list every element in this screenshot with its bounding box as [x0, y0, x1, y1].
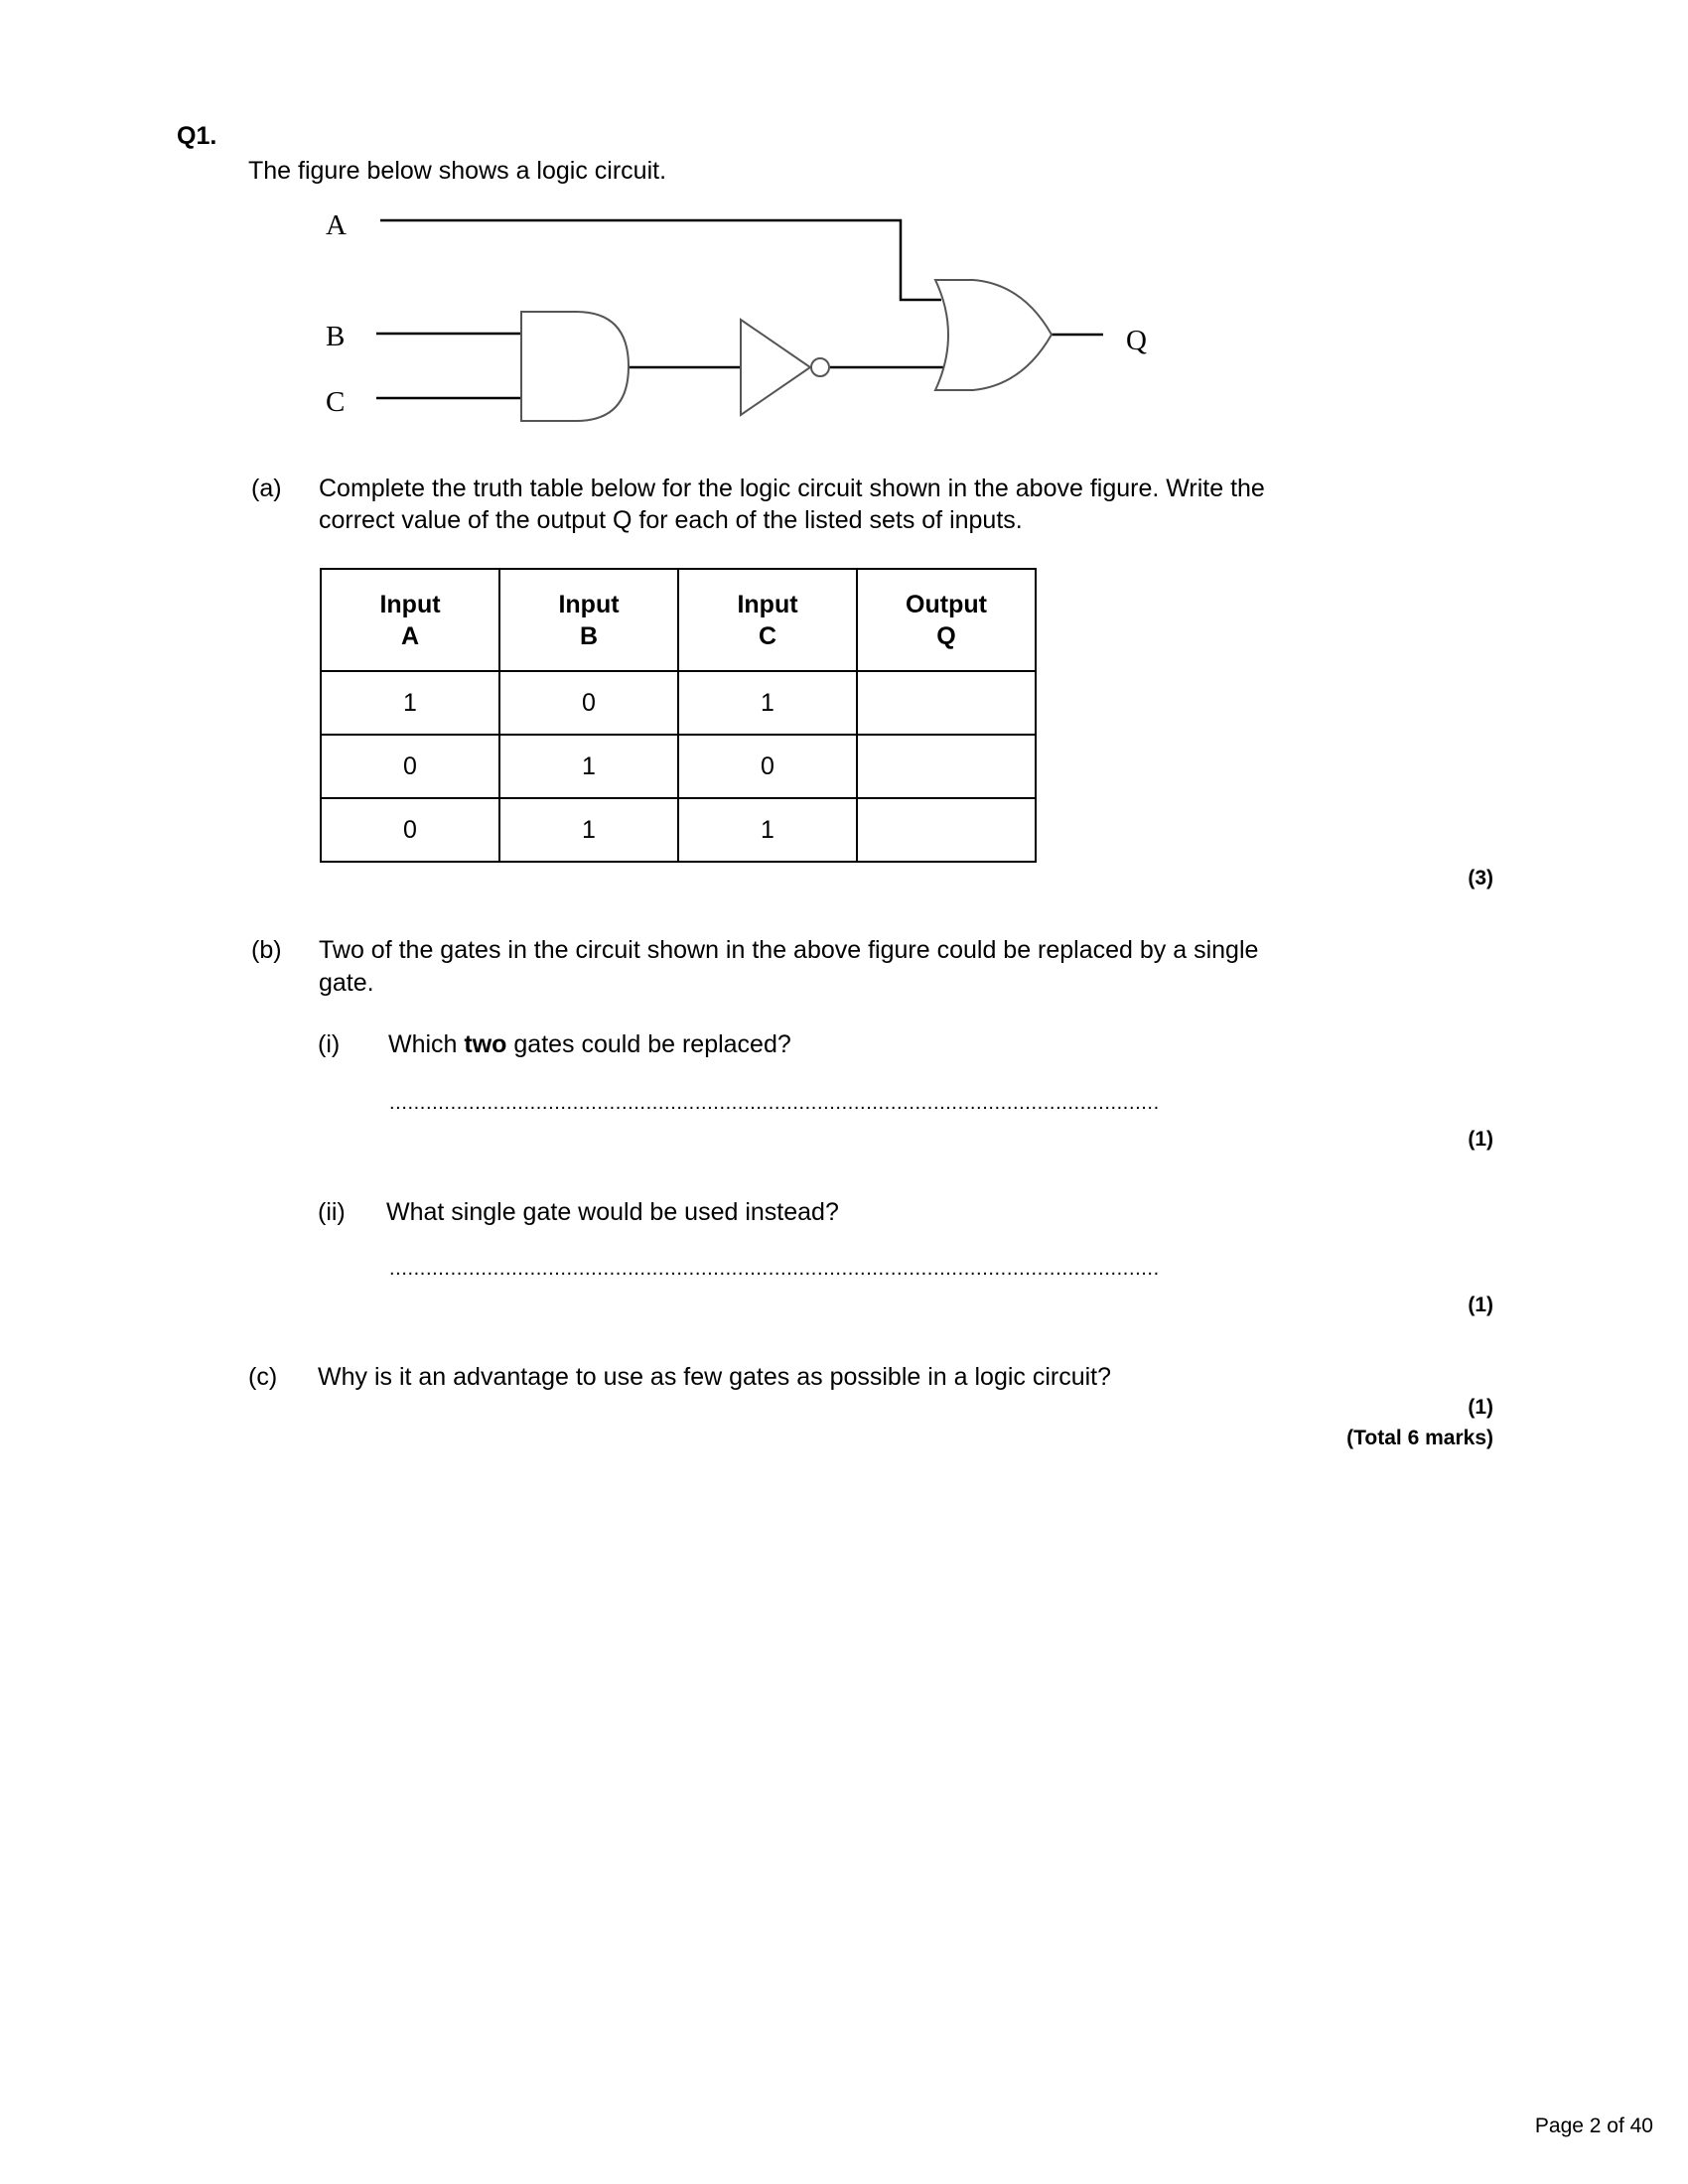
part-b-text-line2: gate.: [319, 969, 374, 997]
part-b-ii-marks: (1): [1468, 1294, 1493, 1316]
truth-table-header-row: [321, 569, 1036, 671]
part-a-text-line2: correct value of the output Q for each of the listed sets of inputs.: [319, 506, 1023, 534]
table-row: [321, 735, 1036, 798]
table-row: [321, 798, 1036, 862]
cell-input-a: 1: [321, 671, 499, 735]
wire-a: [380, 220, 941, 300]
cell-input-a: 0: [321, 798, 499, 862]
cell-input-b: 1: [499, 798, 678, 862]
header-input-a: Input A: [321, 569, 499, 671]
part-b-i-question: Which two gates could be replaced?: [388, 1030, 791, 1058]
cell-output-q[interactable]: [857, 671, 1036, 735]
part-a-marks: (3): [1468, 867, 1493, 889]
part-b-ii-question: What single gate would be used instead?: [386, 1198, 839, 1226]
header-input-c: Input C: [678, 569, 857, 671]
cell-input-a: 0: [321, 735, 499, 798]
page-number: Page 2 of 40: [1534, 2115, 1653, 2137]
header-output-q: Output Q: [857, 569, 1036, 671]
part-b-i-marks: (1): [1468, 1128, 1493, 1151]
input-label-a: A: [326, 209, 347, 241]
total-marks: (Total 6 marks): [1346, 1427, 1493, 1449]
cell-input-c: 1: [678, 671, 857, 735]
part-b-i-label: (i): [318, 1030, 341, 1058]
output-label-q: Q: [1126, 325, 1147, 356]
cell-input-b: 1: [499, 735, 678, 798]
part-b-ii-label: (ii): [318, 1198, 346, 1226]
input-label-c: C: [326, 386, 346, 418]
cell-input-c: 1: [678, 798, 857, 862]
part-c-question: Why is it an advantage to use as few gates as possible in a logic circuit?: [318, 1363, 1112, 1391]
input-label-b: B: [326, 321, 346, 352]
not-gate-bubble-icon: [811, 358, 829, 376]
and-gate-icon: [521, 312, 629, 421]
cell-output-q[interactable]: [857, 798, 1036, 862]
cell-output-q[interactable]: [857, 735, 1036, 798]
cell-input-b: 0: [499, 671, 678, 735]
part-a-text-line1: Complete the truth table below for the logic circuit shown in the above figure. Write the: [319, 475, 1265, 502]
part-b-ii-answer-line[interactable]: ..............................................................................................................................: [389, 1258, 1160, 1280]
question-intro: The figure below shows a logic circuit.: [248, 157, 667, 185]
part-b-text-line1: Two of the gates in the circuit shown in the above figure could be replaced by a single: [319, 936, 1259, 964]
part-c-label: (c): [248, 1363, 278, 1391]
logic-circuit-diagram: [0, 0, 1688, 457]
part-a-label: (a): [251, 475, 282, 502]
question-number: Q1.: [177, 122, 217, 150]
part-c-marks: (1): [1468, 1396, 1493, 1419]
part-b-label: (b): [251, 936, 282, 964]
header-input-b: Input B: [499, 569, 678, 671]
not-gate-icon: [741, 320, 810, 415]
cell-input-c: 0: [678, 735, 857, 798]
truth-table: [320, 568, 1037, 863]
part-b-i-answer-line[interactable]: ..............................................................................................................................: [389, 1092, 1160, 1114]
or-gate-icon: [935, 280, 1052, 390]
table-row: [321, 671, 1036, 735]
